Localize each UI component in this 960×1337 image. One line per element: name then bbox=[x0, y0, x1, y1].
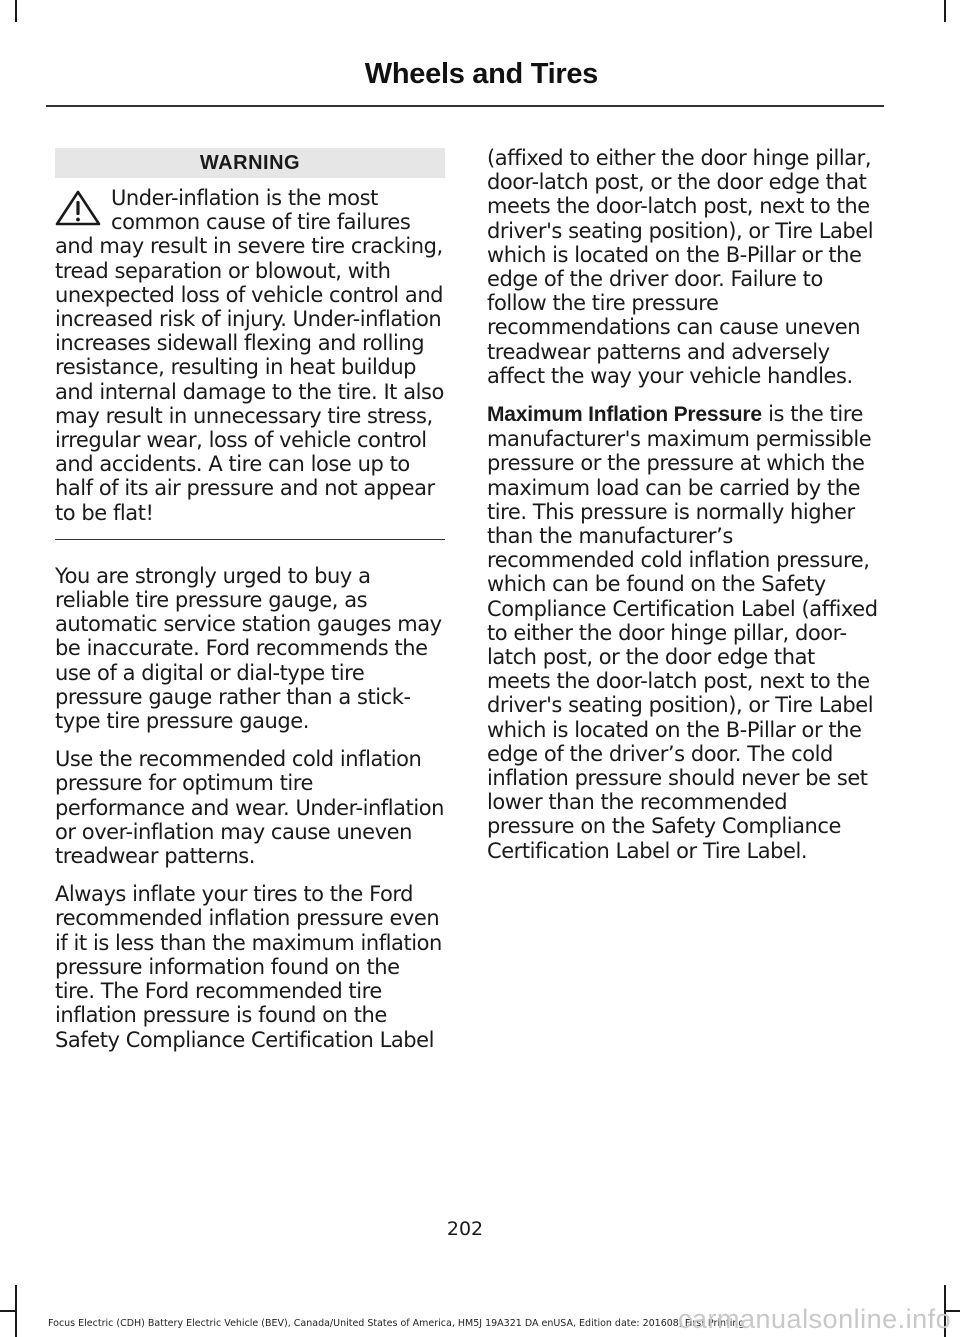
page-header-title: Wheels and Tires bbox=[364, 58, 598, 90]
crop-mark-bottom-left-h bbox=[0, 1310, 15, 1312]
header-rule bbox=[46, 105, 884, 107]
left-column bbox=[55, 148, 445, 1052]
crop-mark-top-left bbox=[15, 0, 17, 22]
edition-footer: Focus Electric (CDH) Battery Electric Vehicle (BEV), Canada/United States of America, HM5J 19A321 DA enUSA, Edition date: 201608, First Printing bbox=[48, 1318, 745, 1329]
warning-label: WARNING bbox=[55, 148, 445, 178]
watermark: carmanualsonline.info bbox=[678, 1304, 952, 1334]
paragraph-cold-pressure: Use the recommended cold inflation pressure for optimum tire performance and wear. Under-inflation or over-inflation may cause uneven treadwear patterns. bbox=[55, 747, 444, 869]
paragraph-max-pressure bbox=[487, 402, 879, 863]
page-number: 202 bbox=[446, 1218, 484, 1240]
warning-box bbox=[55, 186, 445, 540]
crop-mark-top-right bbox=[944, 0, 946, 22]
right-column bbox=[487, 146, 879, 863]
paragraph-gauge: You are strongly urged to buy a reliable tire pressure gauge, as automatic service station gauges may be inaccurate. Ford recommends the use of a digital or dial-type tire pressure gauge rather than a stick-type tire pressure gauge. bbox=[55, 563, 442, 734]
term-max-inflation: Maximum Inflation Pressure bbox=[487, 403, 762, 427]
paragraph-continuation: (affixed to either the door hinge pillar, door-latch post, or the door edge that meets the door-latch post, next to the driver's seating position), or Tire Label which is located on the B-Pillar or the edge of the driver door. Failure to follow the tire pressure recommendations can cause uneven treadwear patterns and adversely affect the way your vehicle handles. bbox=[487, 146, 874, 388]
warning-triangle-icon bbox=[55, 190, 101, 226]
crop-mark-bottom-left bbox=[15, 1285, 17, 1337]
max-pressure-text: is the tire manufacturer's maximum permissible pressure or the pressure at which the maximum load can be carried by the tire. This pressure is normally higher than the manufacturer’s recommended cold inflation pressure, which can be found on the Safety Compliance Certification Label (affixed to either the door hinge pillar, door-latch post, or the door edge that meets the door-latch post, next to the driver's seating position), or Tire Label which is located on the B-Pillar or the edge of the driver’s door. The cold inflation pressure should never be set lower than the recommended pressure on the Safety Compliance Certification Label or Tire Label. bbox=[487, 402, 878, 863]
paragraph-inflate: Always inflate your tires to the Ford recommended inflation pressure even if it is less than the maximum inflation pressure information found on the tire. The Ford recommended tire inflation pressure is found on the Safety Compliance Certification Label bbox=[55, 882, 442, 1052]
warning-text: Under-inflation is the most common cause of tire failures and may result in severe tire cracking, tread separation or blowout, with unexpected loss of vehicle control and increased risk of injury. Under-inflation increases sidewall flexing and rolling resistance, resulting in heat buildup and internal damage to the tire. It also may result in unnecessary tire stress, irregular wear, loss of vehicle control and accidents. A tire can lose up to half of its air pressure and not appear to be flat! bbox=[55, 186, 444, 525]
